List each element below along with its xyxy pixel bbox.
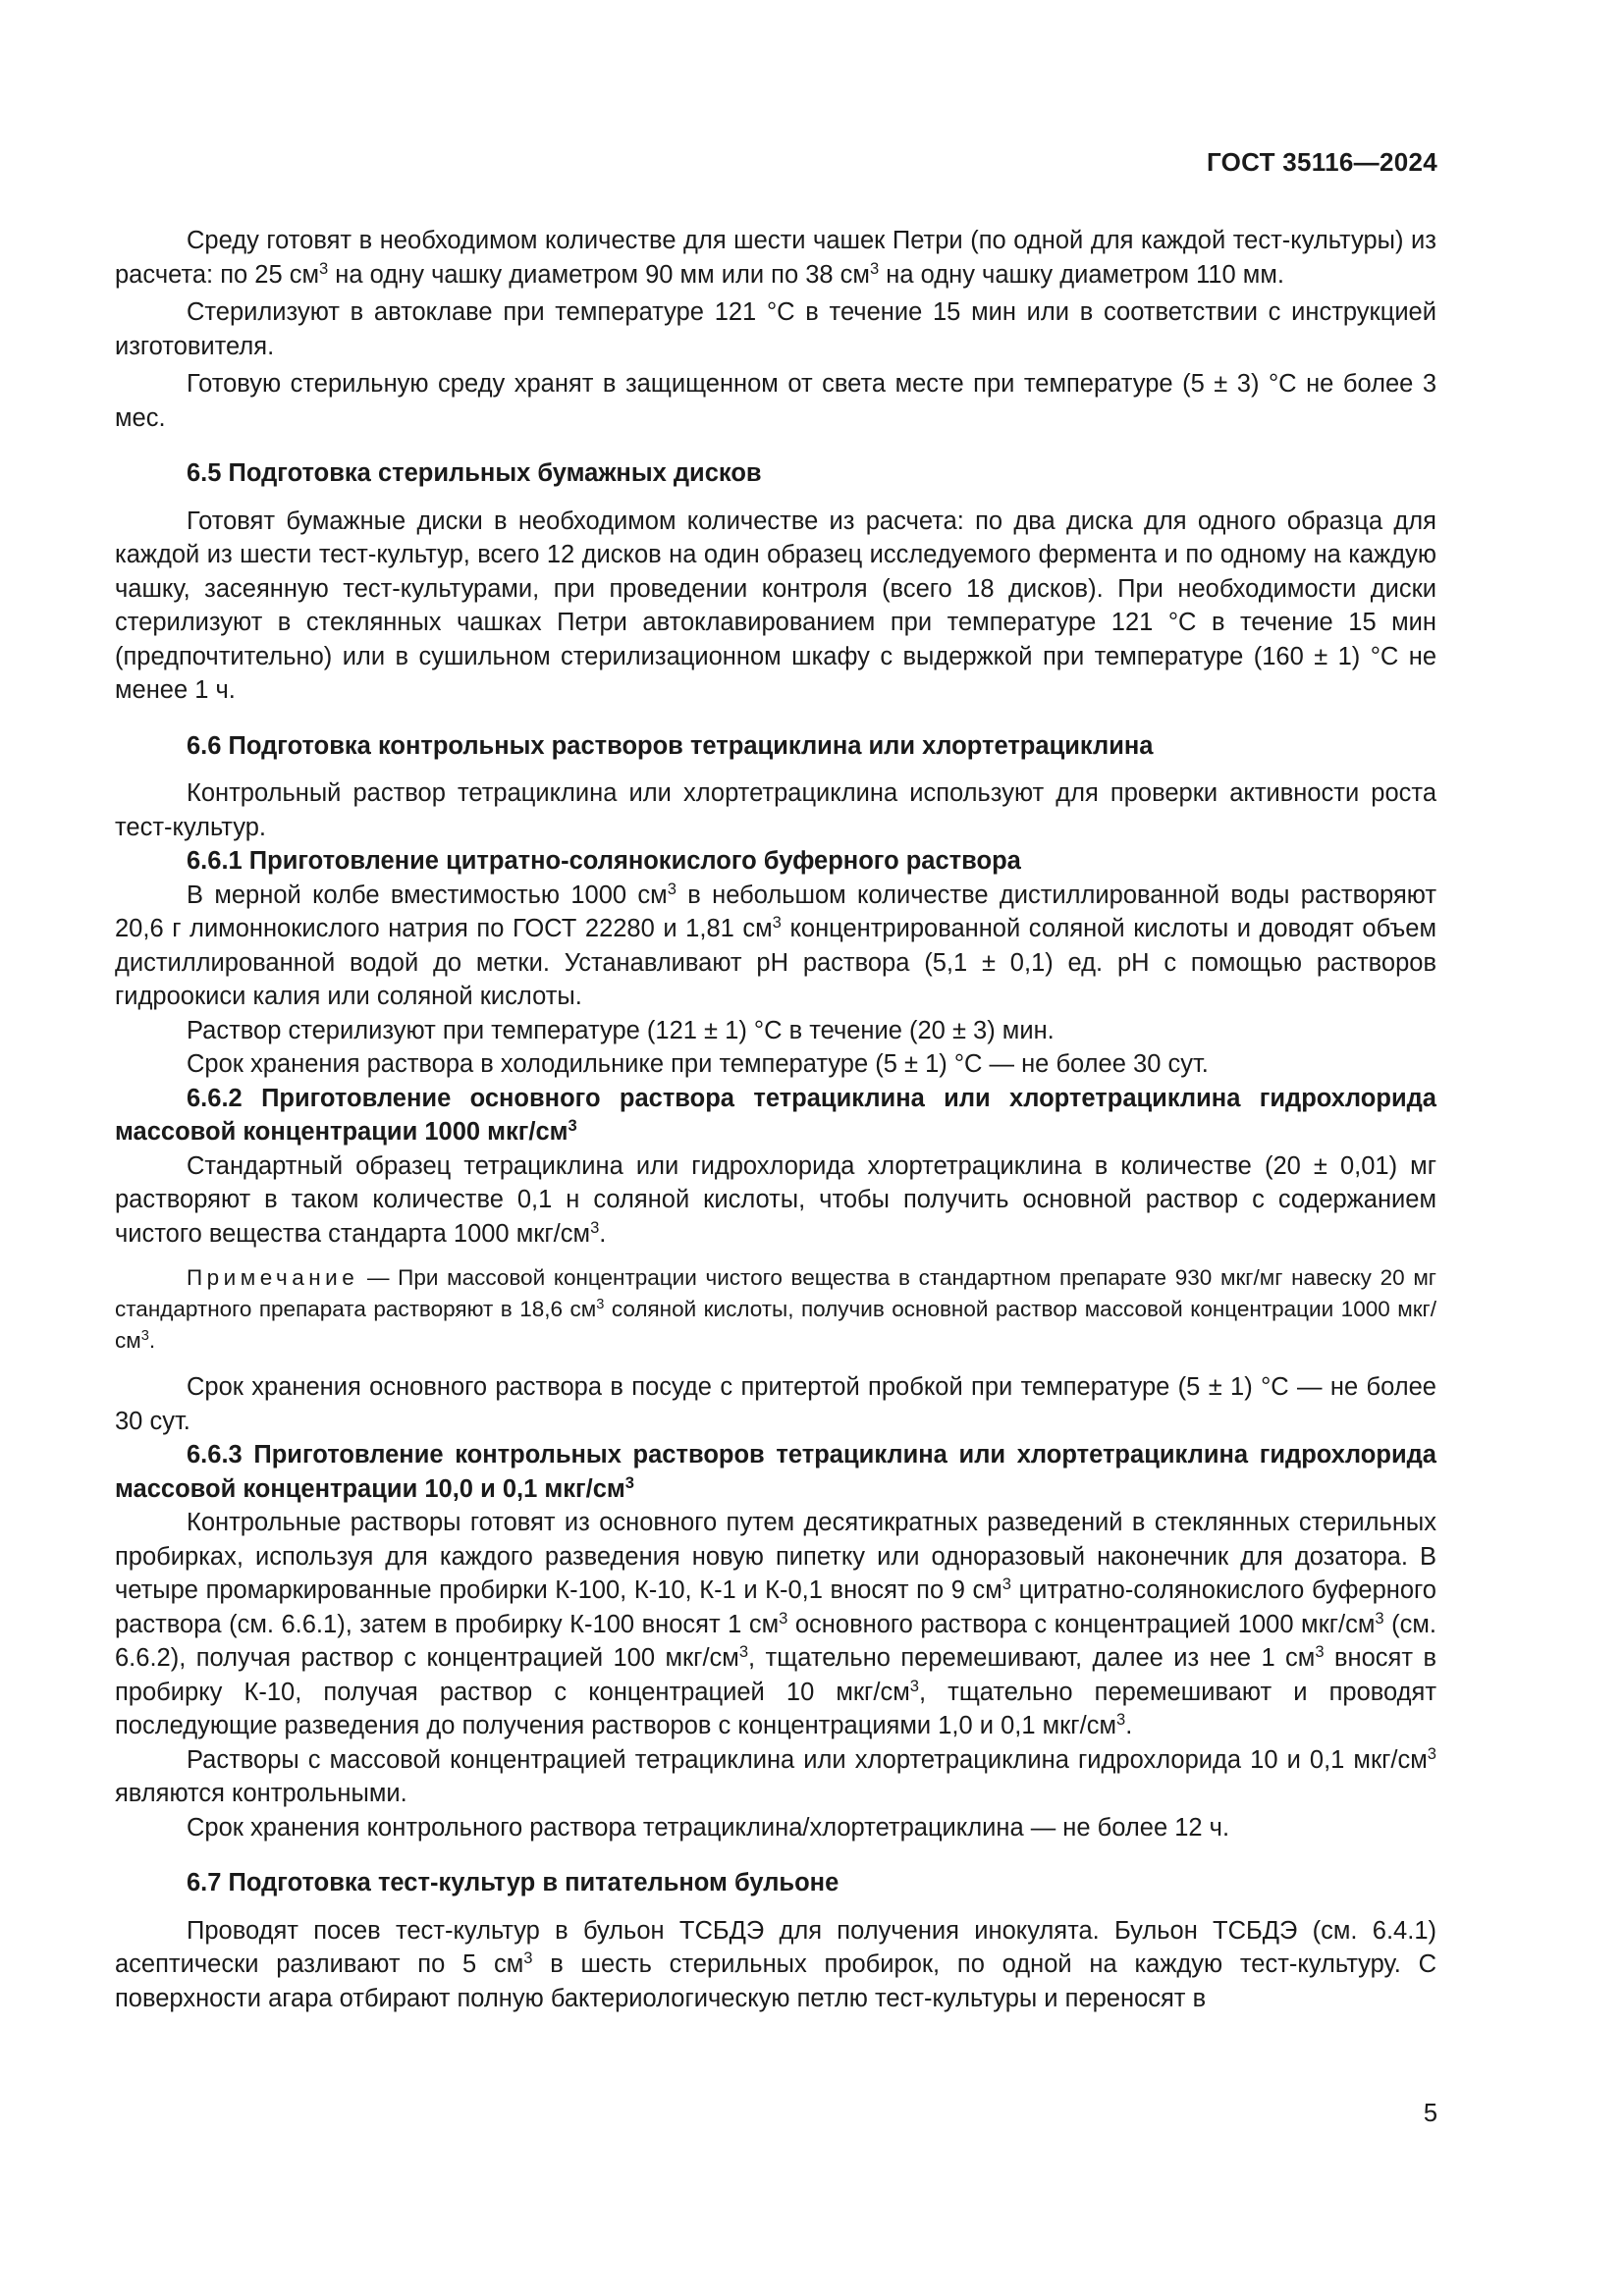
paragraph: Среду готовят в необходимом количестве для шести чашек Петри (по одной для каждой тест-культуры) из расчета: по 25 $см^3$ на одну чашку диаметром 90 мм или по 38 $см^3$ на одну чашку диаметром 110 мм. bbox=[115, 227, 1436, 289]
paragraph: Срок хранения раствора в холодильнике при температуре (5 ± 1) °С — не более 30 сут. bbox=[187, 1050, 1209, 1078]
document-code: ГОСТ 35116—2024 bbox=[1206, 147, 1437, 177]
paragraph: Стандартный образец тетрациклина или гидрохлорида хлортетрациклина в количестве (20 ± 0,01) мг растворяют в таком количестве 0,1 н соляной кислоты, чтобы получить основной раствор с содержанием чистого вещества стандарта 1000 мкг/$см^3$. bbox=[115, 1151, 1436, 1248]
subsection-heading-6-6-2: 6.6.2 Приготовление основного раствора тетрациклина или хлортетрациклина гидрохлорида массовой концентрации 1000 мкг/$см^3$ bbox=[115, 1084, 1436, 1146]
paragraph: Готовую стерильную среду хранят в защищенном от света месте при температуре (5 ± 3) °С не более 3 мес. bbox=[115, 370, 1436, 432]
subsection-heading-6-6-1: 6.6.1 Приготовление цитратно-солянокислого буферного раствора bbox=[187, 847, 1021, 875]
page-number: 5 bbox=[1423, 2100, 1437, 2127]
document-body bbox=[115, 224, 1436, 2015]
section-heading-6-5: 6.5 Подготовка стерильных бумажных дисков bbox=[187, 459, 762, 487]
section-heading-6-7: 6.7 Подготовка тест-культур в питательном бульоне bbox=[187, 1869, 839, 1896]
section-heading-6-6: 6.6 Подготовка контрольных растворов тетрациклина или хлортетрациклина bbox=[187, 731, 1154, 760]
paragraph: Проводят посев тест-культур в бульон ТСБДЭ для получения инокулята. Бульон ТСБДЭ (см. 6.4.1) асептически разливают по 5 $см^3$ в шесть стерильных пробирок, по одной на каждую тест-культуру. С поверхности агара отбирают полную бактериологическую петлю тест-культуры и переносят в bbox=[115, 1916, 1436, 2012]
paragraph: Контрольные растворы готовят из основного путем десятикратных разведений в стеклянных стерильных пробирках, используя для каждого разведения новую пипетку или одноразовый наконечник для дозатора. В четыре промаркированные пробирки К-100, К-10, К-1 и К-0,1 вносят по 9 $см^3$ цитратно-солянокислого буферного раствора (см. 6.6.1), затем в пробирку К-100 вносят 1 $см^3$ основного раствора с концентрацией 1000 мкг/$см^3$ (см. 6.6.2), получая раствор с концентрацией 100 мкг/$см^3$, тщательно перемешивают, далее из нее 1 $см^3$ вносят в пробирку К-10, получая раствор с концентрацией 10 мкг/$см^3$, тщательно перемешивают и проводят последующие разведения до получения растворов с концентрациями 1,0 и 0,1 мкг/$см^3$. bbox=[115, 1509, 1436, 1739]
paragraph: Готовят бумажные диски в необходимом количестве из расчета: по два диска для одного образца для каждой из шести тест-культур, всего 12 дисков на один образец исследуемого фермента и по одному на каждую чашку, засеянную тест-культурами, при проведении контроля (всего 18 дисков). При необходимости диски стерилизуют в стеклянных чашках Петри автоклавированием при температуре 121 °С в течение 15 мин (предпочтительно) или в сушильном стерилизационном шкафу с выдержкой при температуре (160 ± 1) °С не менее 1 ч. bbox=[115, 507, 1436, 704]
paragraph: В мерной колбе вместимостью 1000 $см^3$ в небольшом количестве дистиллированной воды растворяют 20,6 г лимоннокислого натрия по ГОСТ 22280 и 1,81 $см^3$ концентрированной соляной кислоты и доводят объем дистиллированной водой до метки. Устанавливают рН раствора (5,1 ± 0,1) ед. рН с помощью растворов гидроокиси калия или соляной кислоты. bbox=[115, 879, 1436, 1010]
paragraph: Раствор стерилизуют при температуре (121 ± 1) °С в течение (20 ± 3) мин. bbox=[187, 1016, 1055, 1044]
paragraph: Растворы с массовой концентрацией тетрациклина или хлортетрациклина гидрохлорида 10 и 0,1 мкг/$см^3$ являются контрольными. bbox=[115, 1743, 1436, 1807]
note: Примечание — При массовой концентрации чистого вещества в стандартном препарате 930 мкг/мг навеску 20 мг стандартного препарата растворяют в 18,6 $см^3$ соляной кислоты, получив основной раствор массовой концентрации 1000 мкг/$см^3$. bbox=[115, 1265, 1436, 1353]
subsection-heading-6-6-3: 6.6.3 Приготовление контрольных растворов тетрациклина или хлортетрациклина гидрохлорида массовой концентрации 10,0 и 0,1 мкг/$см^3$ bbox=[115, 1441, 1436, 1503]
paragraph: Срок хранения основного раствора в посуде с притертой пробкой при температуре (5 ± 1) °С — не более 30 сут. bbox=[115, 1373, 1436, 1435]
paragraph: Срок хранения контрольного раствора тетрациклина/хлортетрациклина — не более 12 ч. bbox=[187, 1813, 1230, 1842]
paragraph: Стерилизуют в автоклаве при температуре 121 °С в течение 15 мин или в соответствии с инструкцией изготовителя. bbox=[115, 298, 1436, 360]
note-label: Примечание bbox=[187, 1265, 359, 1290]
paragraph: Контрольный раствор тетрациклина или хлортетрациклина используют для проверки активности роста тест-культур. bbox=[115, 779, 1436, 841]
